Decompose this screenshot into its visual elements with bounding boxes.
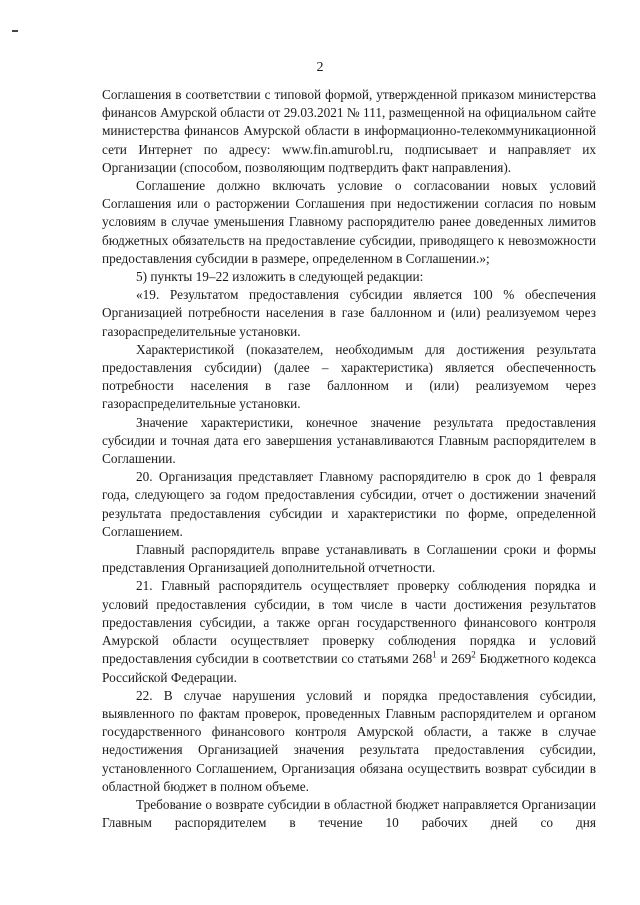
paragraph: 20. Организация представляет Главному распорядителю в срок до 1 февраля года, следующего за годом предоставления субсидии, отчет о достижении значений результата предоставления субсидии и характеристики по форме, определенной Соглашением. [102, 469, 596, 539]
scan-mark [12, 30, 18, 32]
paragraph: Требование о возврате субсидии в областной бюджет направляется Организации Главным распорядителем в течение 10 рабочих дней со дня [102, 796, 596, 831]
page-number: 2 [316, 60, 324, 75]
paragraph: Соглашение должно включать условие о согласовании новых условий Соглашения или о расторжении Соглашения при недостижении согласия по новым условиям в случае уменьшения Главному распорядителю ранее доведенных лимитов бюджетных обязательств на предоставление субсидии, приводящего к невозможности предоставления субсидии в размере, определенном в Соглашении.»; [102, 178, 596, 266]
paragraph-21-tail: Бюджетного кодекса Российской Федерации. [102, 651, 596, 685]
paragraph-21-mid: и 269 [436, 651, 472, 667]
paragraph: Значение характеристики, конечное значение результата предоставления субсидии и точная дата его завершения устанавливаются Главным распорядителем в Соглашении. [102, 414, 596, 467]
paragraph-21 [102, 577, 596, 686]
paragraph: Главный распорядитель вправе устанавливать в Соглашении сроки и формы представления Организацией дополнительной отчетности. [102, 542, 596, 576]
paragraph-21-text: 21. Главный распорядитель осуществляет проверку соблюдения порядка и условий предоставления субсидии, в том числе в части достижения результатов предоставления субсидии, а также орган государственного финансового контроля Амурской области осуществляет проверку соблюдения порядка и условий предоставления субсидии в соответствии со статьями 268 [102, 578, 596, 667]
paragraph: 5) пункты 19–22 изложить в следующей редакции: [136, 269, 424, 285]
paragraph: «19. Результатом предоставления субсидии является 100 % обеспечения Организацией потребности населения в газе баллонном и (или) реализуемом через газораспределительные установки. [102, 287, 596, 339]
footnote-superscript: 2 [471, 649, 476, 660]
paragraph: 22. В случае нарушения условий и порядка предоставления субсидии, выявленного по фактам проверок, проведенных Главным распорядителем и органом государственного финансового контроля Амурской области, а также в случае недостижения Организацией значения результата предоставления субсидии, установленного Соглашением, Организация обязана осуществить возврат субсидии в областной бюджет в полном объеме. [102, 687, 596, 794]
document-body [102, 86, 596, 832]
paragraph: Характеристикой (показателем, необходимым для достижения результата предоставления субсидии) (далее – характеристика) является обеспеченность потребности населения в газе баллонном и (или) реализуемом через газораспределительные установки. [102, 341, 596, 412]
footnote-superscript: 1 [432, 649, 437, 660]
paragraph: Соглашения в соответствии с типовой формой, утвержденной приказом министерства финансов Амурской области от 29.03.2021 № 111, размещенной на официальном сайте министерства финансов Амурской области в информационно-телекоммуникационной сети Интернет по адресу: www.fin.amurobl.ru, подписывает и направляет их Организации (способом, позволяющим подтвердить факт направления). [102, 87, 596, 175]
